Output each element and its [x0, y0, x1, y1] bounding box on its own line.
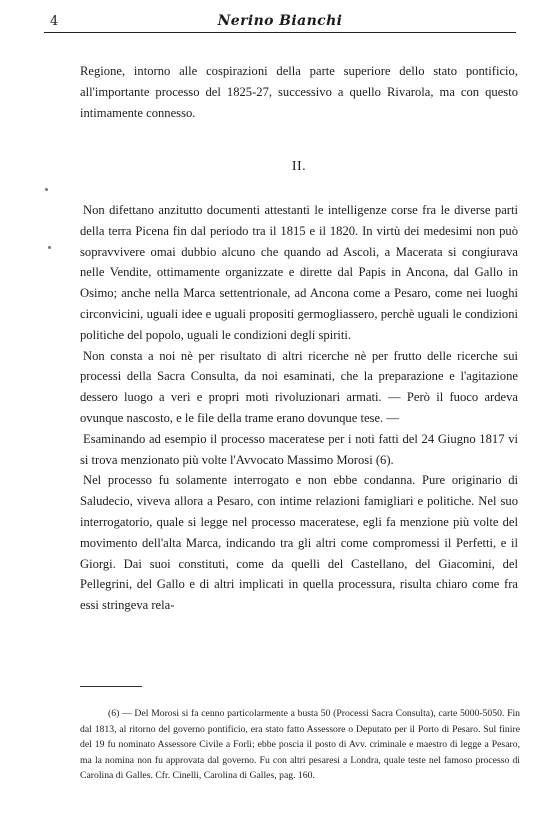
paragraph: Non consta a noi nè per risultato di altri ricerche nè per frutto delle ricerche sui processi della Sacra Consulta, da noi esaminati, che la preparazione e l'agitazione dessero luogo a veri e propri moti rivoluzionari armati. — Però il fuoco ardeva ovunque nascosto, e le file della trame erano dovunque tese. — — [80, 348, 518, 425]
paragraph: Non difettano anzitutto documenti attestanti le intelligenze corse fra le diverse parti della terra Picena fin dal periodo tra il 1815 e il 1820. In virtù dei medesimi non può sopravvivere omai dubbio alcuno che quando ad Ascoli, a Macerata si congiurava nelle Vendite, ottimamente organizzate e dirette dal Papis in Ancona, dal Gallo in Osimo; anche nella Marca settentrionale, ad Ancona come a Pesaro, come nei luoghi circonvicini, uguali idee e uguali propositi germogliassero, perchè uguali le condizioni politiche del popolo, uguali le condizioni degli spiriti. — [80, 203, 518, 342]
lead-paragraph: Regione, intorno alle cospirazioni della parte superiore dello stato pontificio, all'importante processo del 1825-27, successivo a quello Rivarola, ma con questo intimamente connesso. — [80, 64, 518, 120]
footnote: (6) — Del Morosi si fa cenno particolarmente a busta 50 (Processi Sacra Consulta), carte 5000-5050. Fin dal 1813, al ritorno del governo pontificio, era stato fatto Assessore o Deputato per il Porto di Pesaro. Sul finire del 19 fu nominato Assessore Civile a Forlì; ebbe poscia il posto di Avv. criminale e maestro di legge a Pesaro, ma la nomina non fu approvata dal governo. Fu con altri pesaresi a Londra, quale teste nel famoso processo di Carolina di Galles. Cfr. Cinelli, Carolina di Galles, pag. 160. — [80, 708, 520, 782]
lead-paragraph-block — [80, 61, 518, 123]
page-number: 4 — [50, 14, 59, 29]
page-header — [44, 10, 516, 33]
section-heading: II. — [291, 159, 307, 174]
scan-speck — [48, 246, 51, 249]
paragraph: Esaminando ad esempio il processo maceratese per i noti fatti del 24 Giugno 1817 vi si trova menzionato più volte l'Avvocato Massimo Morosi (6). — [80, 431, 518, 467]
paragraph: Nel processo fu solamente interrogato e non ebbe condanna. Pure originario di Saludecio, viveva allora a Pesaro, con intime relazioni famigliari e politiche. Nel suo interrogatorio, quale si legge nel processo maceratese, egli fa menzione più volte del movimento dell'alta Marca, indicando tra gli altri come compromessi il Perfetti, e il Giorgi. Dai suoi constituti, come da quelli del Castellano, del Giacomini, del Pellegrini, del Gallo e di altri implicati in quella processura, risulta chiaro come fra essi stringeva rela- — [80, 473, 518, 613]
scan-speck — [45, 188, 48, 191]
main-text — [80, 200, 518, 616]
footnote-divider — [80, 686, 142, 687]
running-head: Nerino Bianchi — [217, 13, 343, 29]
